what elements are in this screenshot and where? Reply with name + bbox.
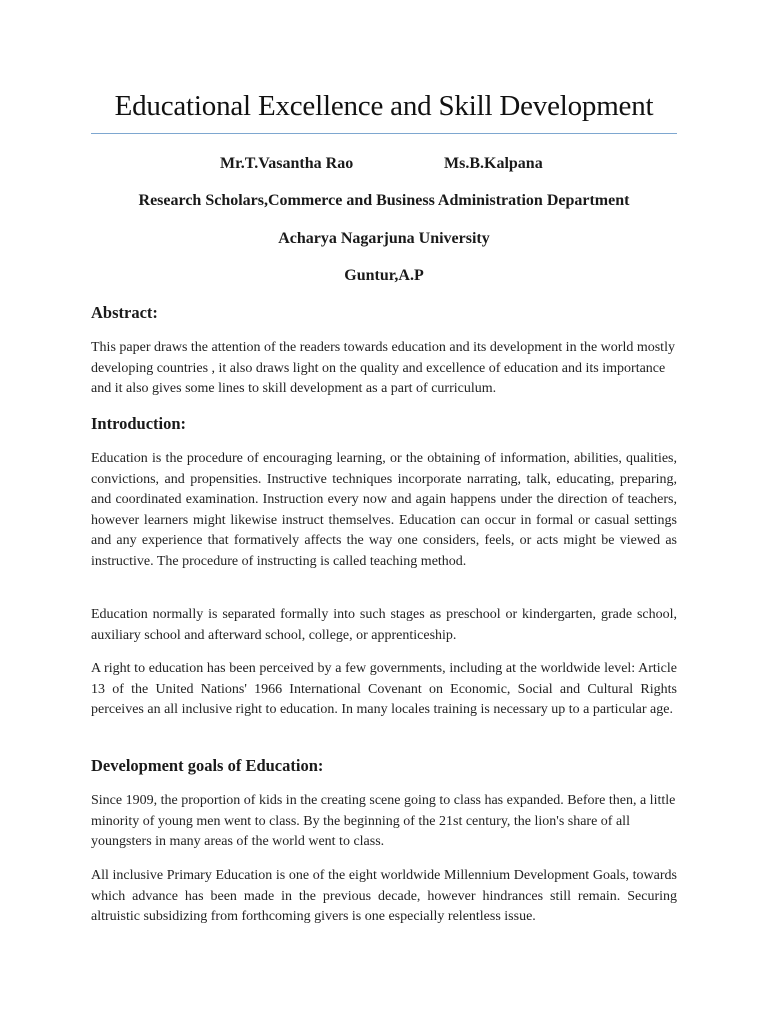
development-goals-paragraph: Since 1909, the proportion of kids in the creating scene going to class has expanded. Before then, a little minority of young men went to class. By the beginning of the 21st century, the lion's share of all youngsters in many areas of the world went to class.: [91, 793, 676, 850]
introduction-heading: Introduction:: [91, 414, 187, 433]
development-goals-paragraph: All inclusive Primary Education is one of the eight worldwide Millennium Development Goals, towards which advance has been made in the previous decade, however hindrances still remain. Securing altruistic subsidizing from forthcoming givers is one especially relentless issue.: [91, 868, 677, 925]
affiliation: Research Scholars,Commerce and Business Administration Department: [138, 192, 630, 209]
university: Acharya Nagarjuna University: [278, 230, 490, 247]
abstract-paragraph: This paper draws the attention of the readers towards education and its development in the world mostly developing countries , it also draws light on the quality and excellence of education and its importance and it also gives some lines to skill development as a part of curriculum.: [91, 340, 675, 397]
paper-title: Educational Excellence and Skill Development: [114, 90, 654, 122]
introduction-paragraph: Education is the procedure of encouraging learning, or the obtaining of information, abilities, qualities, convictions, and propensities. Instructive techniques incorporate narrating, talk, educating, preparing, and coordinated examination. Instruction every now and again happens under the direction of teachers, however learners might likewise instruct themselves. Education can occur in formal or casual settings and any experience that formatively affects the way one considers, feels, or acts might be viewed as instructive. The procedure of instructing is called teaching method.: [91, 451, 677, 569]
location: Guntur,A.P: [344, 267, 424, 284]
development-goals-heading: Development goals of Education:: [91, 756, 324, 775]
title-underline: [91, 133, 677, 134]
introduction-paragraph: Education normally is separated formally into such stages as preschool or kindergarten, grade school, auxiliary school and afterward school, college, or apprenticeship.: [91, 607, 677, 643]
abstract-heading: Abstract:: [91, 303, 158, 322]
author-name: Ms.B.Kalpana: [444, 155, 543, 172]
author-name: Mr.T.Vasantha Rao: [220, 155, 354, 172]
introduction-paragraph: A right to education has been perceived by a few governments, including at the worldwide level: Article 13 of the United Nations' 1966 International Covenant on Economic, Social and Cultural Rights perceives an all inclusive right to education. In many locales training is necessary up to a particular age.: [91, 661, 677, 718]
